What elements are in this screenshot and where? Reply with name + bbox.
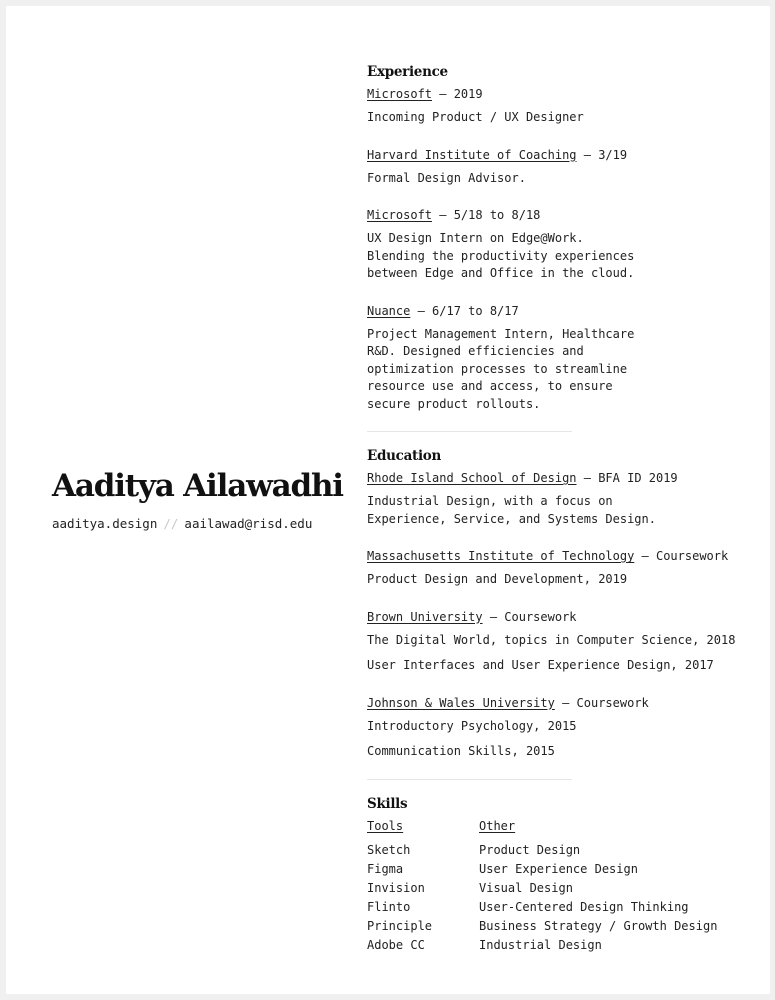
education-detail: – BFA ID 2019 xyxy=(576,471,678,485)
experience-description: UX Design Intern on Edge@Work. Blending the productivity experiences between Edge and Office in the cloud. xyxy=(367,231,635,280)
education-description: Product Design and Development, 2019 xyxy=(367,572,628,586)
education-description: Introductory Psychology, 2015 xyxy=(367,718,577,733)
resume-column xyxy=(367,64,762,955)
skills-title: Skills xyxy=(367,795,408,812)
contact-separator: // xyxy=(163,516,179,531)
education-entry xyxy=(367,695,762,761)
experience-date: – 3/19 xyxy=(576,147,628,162)
tool-item: Figma xyxy=(367,861,404,876)
experience-org-link[interactable]: Harvard Institute of Coaching xyxy=(367,147,577,162)
experience-org-link[interactable]: Microsoft xyxy=(367,87,433,101)
experience-date: – 6/17 to 8/17 xyxy=(410,303,519,318)
other-skill-item: User Experience Design xyxy=(479,861,638,876)
contact-line xyxy=(52,516,343,531)
experience-entry xyxy=(367,303,762,414)
experience-description: Project Management Intern, Healthcare R&D. Designed efficiencies and optimization processes to streamline resource use and access, to ensure secure product rollouts. xyxy=(367,326,635,411)
section-divider xyxy=(367,779,572,780)
other-skill-item: Visual Design xyxy=(479,880,573,895)
tool-item: Invision xyxy=(367,880,425,895)
section-divider xyxy=(367,431,572,432)
tool-item: Principle xyxy=(367,918,433,933)
education-section xyxy=(367,448,762,761)
experience-entry xyxy=(367,207,762,283)
education-description: User Interfaces and User Experience Design, 2017 xyxy=(367,658,714,672)
other-skill-item: User-Centered Design Thinking xyxy=(479,899,689,914)
tools-heading: Tools xyxy=(367,818,404,833)
experience-description: Formal Design Advisor. xyxy=(367,170,526,185)
other-skill-item: Product Design xyxy=(479,842,581,857)
experience-org-link[interactable]: Nuance xyxy=(367,303,411,318)
education-title: Education xyxy=(367,448,441,464)
education-org-link[interactable]: Brown University xyxy=(367,609,483,624)
education-entry xyxy=(367,609,762,675)
other-column xyxy=(479,818,739,955)
experience-entry xyxy=(367,147,762,188)
website-link[interactable]: aaditya.design xyxy=(52,516,158,531)
education-org-link[interactable]: Rhode Island School of Design xyxy=(367,471,577,485)
education-detail: – Coursework xyxy=(482,609,577,624)
skills-section xyxy=(367,796,762,955)
tool-item: Flinto xyxy=(367,899,411,914)
resume-page xyxy=(6,6,770,994)
education-entry xyxy=(367,470,762,528)
education-description: Communication Skills, 2015 xyxy=(367,744,555,758)
education-description: Industrial Design, with a focus on Experience, Service, and Systems Design. xyxy=(367,494,656,526)
experience-title: Experience xyxy=(367,64,448,80)
other-skill-item: Industrial Design xyxy=(479,937,602,952)
email-link[interactable]: aailawad@risd.edu xyxy=(184,516,313,531)
experience-description: Incoming Product / UX Designer xyxy=(367,110,584,124)
education-detail: – Coursework xyxy=(634,549,729,563)
tool-item: Sketch xyxy=(367,842,411,857)
experience-org-link[interactable]: Microsoft xyxy=(367,208,433,222)
other-heading: Other xyxy=(479,818,516,833)
person-name: Aaditya Ailawadhi xyxy=(52,468,343,504)
experience-date: – 2019 xyxy=(432,87,483,101)
skills-table xyxy=(367,818,762,955)
identity-block xyxy=(52,468,343,531)
education-entry xyxy=(367,548,762,589)
experience-entry xyxy=(367,86,762,127)
education-org-link[interactable]: Johnson & Wales University xyxy=(367,695,555,710)
tool-item: Adobe CC xyxy=(367,937,425,952)
other-skill-item: Business Strategy / Growth Design xyxy=(479,918,718,933)
education-org-link[interactable]: Massachusetts Institute of Technology xyxy=(367,549,635,563)
experience-date: – 5/18 to 8/18 xyxy=(432,208,541,222)
tools-column xyxy=(367,818,479,955)
experience-section xyxy=(367,64,762,413)
education-description: The Digital World, topics in Computer Science, 2018 xyxy=(367,632,736,647)
education-detail: – Coursework xyxy=(554,695,649,710)
